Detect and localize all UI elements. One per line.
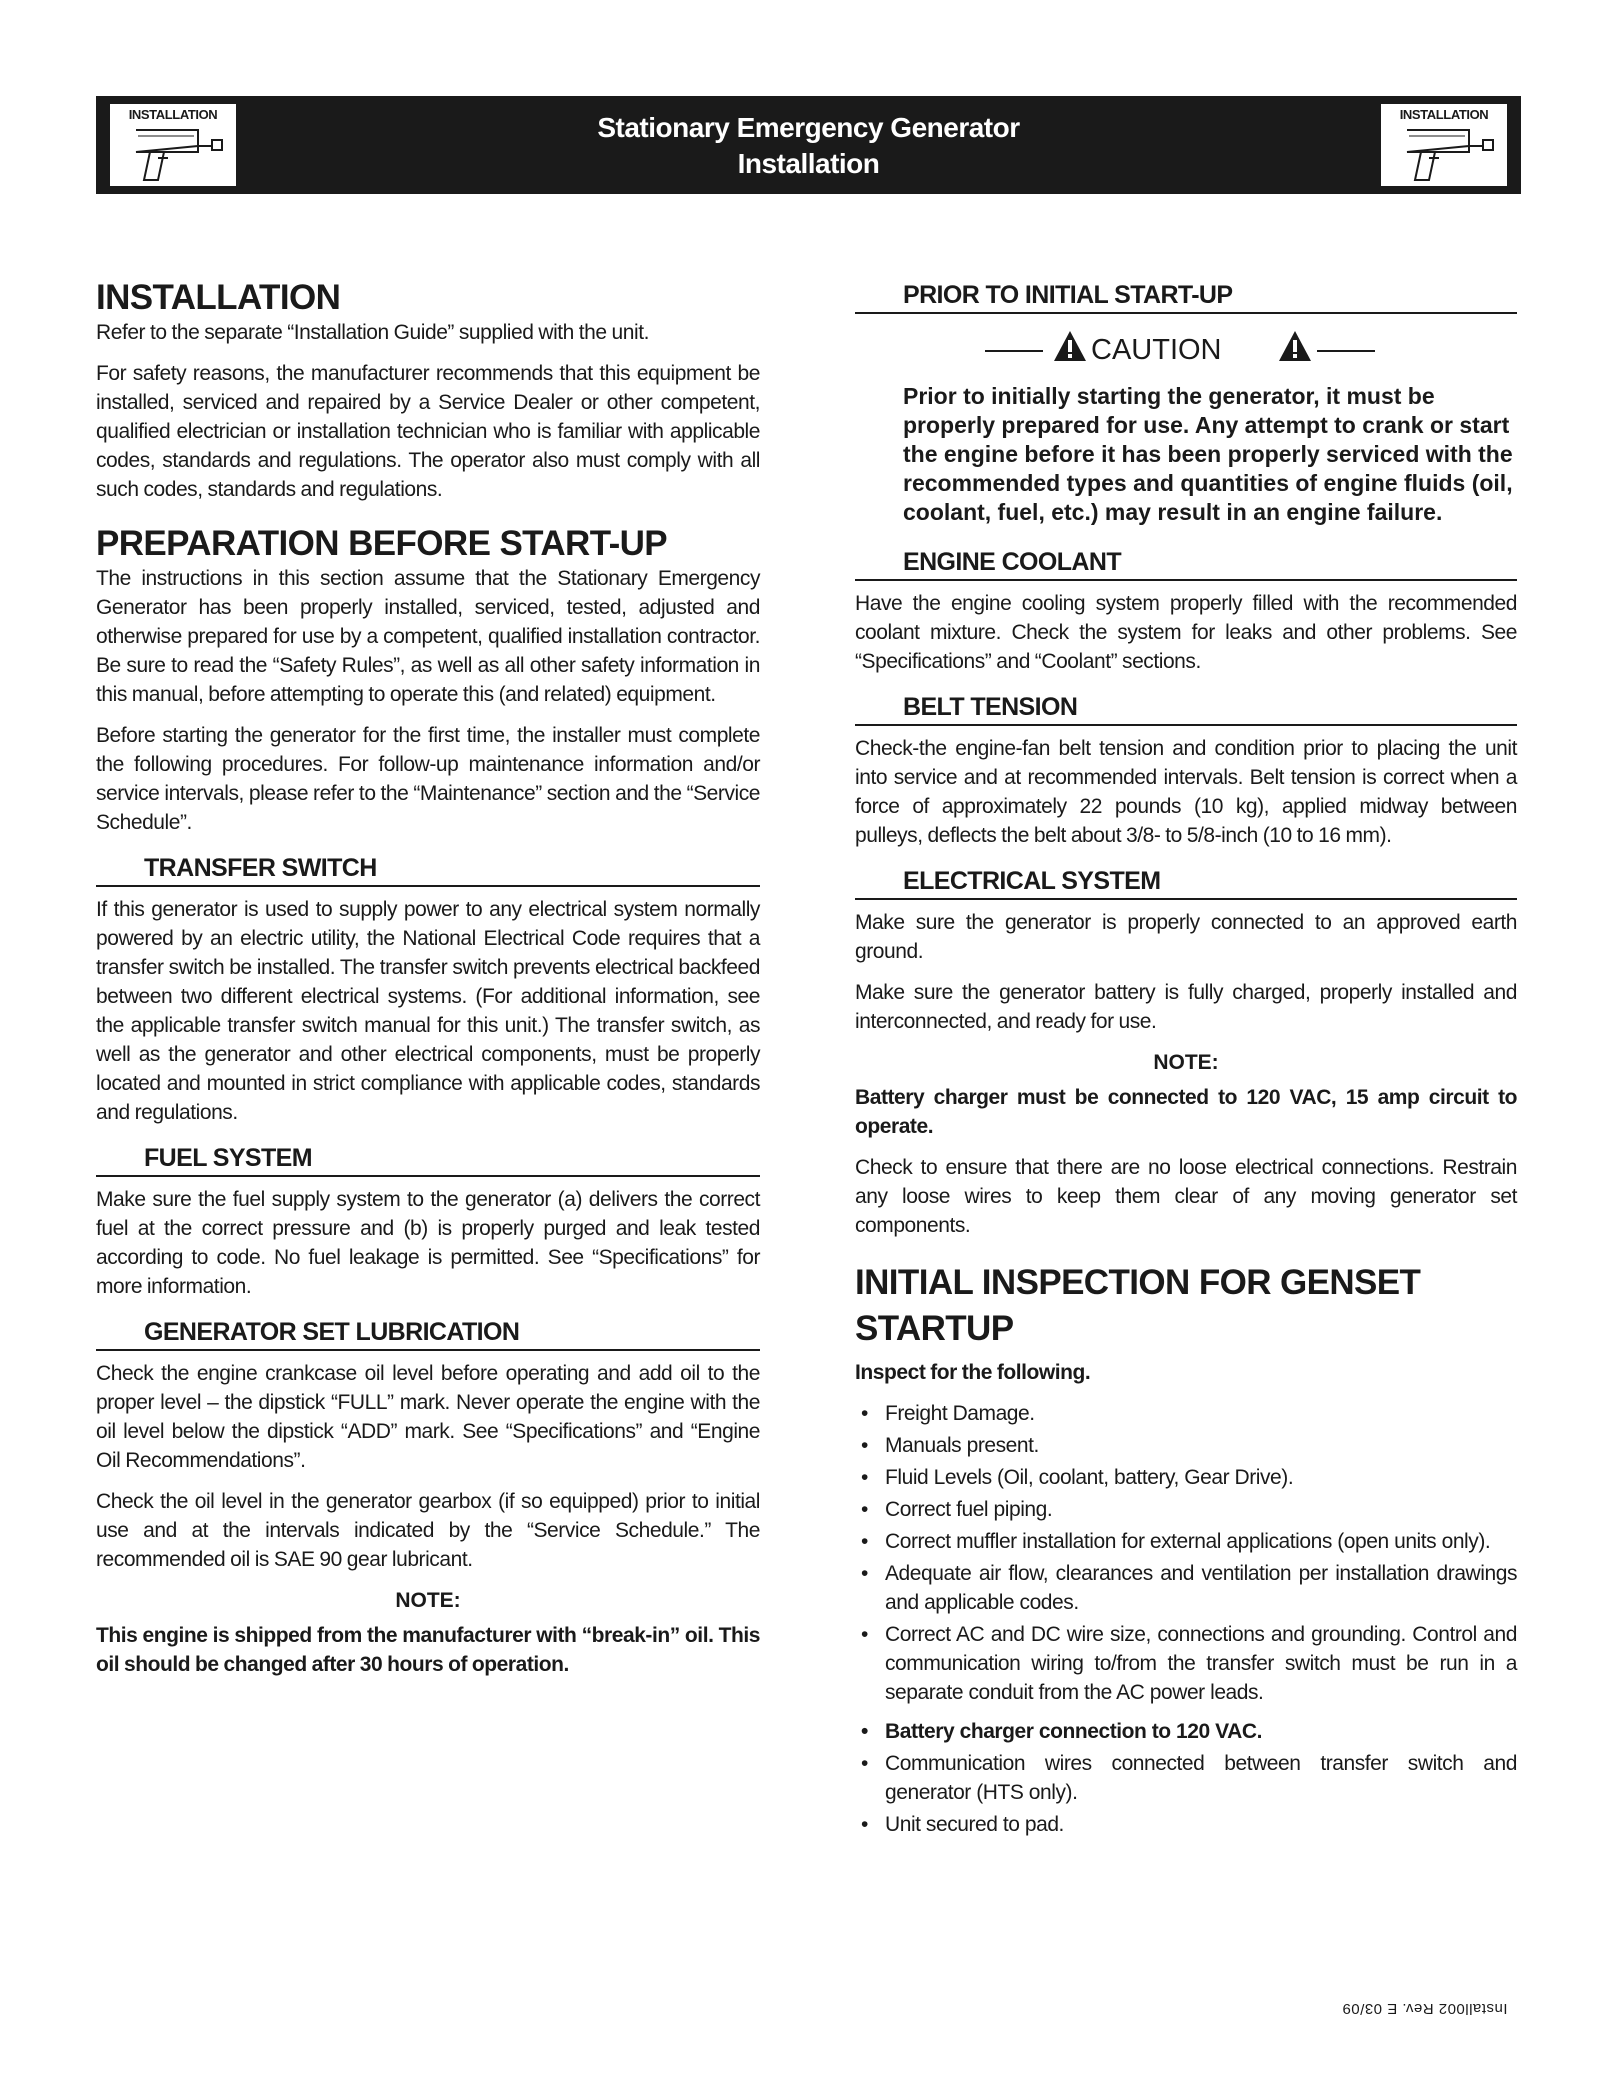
header-title <box>96 110 1521 182</box>
warning-triangle-icon <box>1053 330 1087 362</box>
list-item: • Fluid Levels (Oil, coolant, battery, Gear Drive). <box>861 1466 1294 1489</box>
electrical-paragraph-3: Check to ensure that there are no loose electrical connections. Restrain any loose wires to keep them clear of any moving generator set components. <box>855 1156 1517 1237</box>
installation-paragraph-2: For safety reasons, the manufacturer recommends that this equipment be installed, serviced and repaired by a Service Dealer or other competent, qualified electrician or installation technician who is familiar with applicable codes, standards and regulations. The operator also must comply with all such codes, standards and regulations. <box>96 362 760 501</box>
installation-heading: INSTALLATION <box>96 278 341 317</box>
logo-label: INSTALLATION <box>1399 107 1489 122</box>
belt-paragraph: Check-the engine-fan belt tension and condition prior to placing the unit into service and at recommended intervals. Belt tension is correct when a force of approximately 22 pounds (10 kg), applied midway between pulleys, deflects the belt about 3/8- to 5/8-inch (10 to 16 mm). <box>855 737 1517 847</box>
header-title-line2: Installation <box>737 148 880 179</box>
list-item: • Adequate air flow, clearances and ventilation per installation drawings and applicable codes. <box>861 1562 1517 1614</box>
list-item: • Correct muffler installation for external applications (open units only). <box>861 1530 1491 1553</box>
electrical-note-label: NOTE: <box>1153 1051 1219 1074</box>
right-column <box>855 278 1517 1842</box>
inspection-checklist <box>855 1399 1517 1839</box>
fuel-system-paragraph: Make sure the fuel supply system to the generator (a) delivers the correct fuel at the correct pressure and (b) is properly purged and leak tested according to code. No fuel leakage is permitted. See “Specifications” for more information. <box>96 1188 760 1298</box>
inspection-heading: INITIAL INSPECTION FOR GENSET STARTUP <box>855 1263 1421 1348</box>
lubrication-paragraph-1: Check the engine crankcase oil level before operating and add oil to the proper level – the dipstick “FULL” mark. Never operate the engine with the oil level below the dipstick “ADD” mark. See “Specifications” and “Engine Oil Recommendations”. <box>96 1362 760 1472</box>
document-code: Install002 Rev. E 03/09 <box>1342 2000 1508 2017</box>
list-item: • Communication wires connected between transfer switch and generator (HTS only). <box>861 1752 1517 1804</box>
belt-heading: BELT TENSION <box>903 693 1078 721</box>
installation-logo-right <box>1379 102 1509 188</box>
logo-label: INSTALLATION <box>128 107 218 122</box>
coolant-heading: ENGINE COOLANT <box>903 548 1121 576</box>
lubrication-paragraph-2: Check the oil level in the generator gearbox (if so equipped) prior to initial use and at the intervals indicated by the “Service Schedule.” The recommended oil is SAE 90 gear lubricant. <box>96 1490 760 1571</box>
belt-subheading <box>855 690 1517 726</box>
lubrication-note-label: NOTE: <box>395 1589 461 1612</box>
list-item: • Manuals present. <box>861 1434 1039 1457</box>
caution-banner <box>855 322 1517 374</box>
fuel-system-subheading <box>96 1141 760 1177</box>
prior-subheading <box>855 278 1517 314</box>
page-header <box>96 96 1521 194</box>
transfer-switch-heading: TRANSFER SWITCH <box>144 854 377 882</box>
inspection-intro: Inspect for the following. <box>855 1361 1091 1384</box>
list-item: • Battery charger connection to 120 VAC. <box>861 1720 1262 1743</box>
list-item: • Freight Damage. <box>861 1402 1035 1425</box>
left-column <box>96 278 760 1691</box>
caution-label: CAUTION <box>1091 334 1222 366</box>
fuel-system-heading: FUEL SYSTEM <box>144 1144 312 1172</box>
electrical-paragraph-1: Make sure the generator is properly connected to an approved earth ground. <box>855 911 1517 963</box>
caution-rule-right <box>1317 350 1375 352</box>
electrical-subheading <box>855 864 1517 900</box>
caution-text: Prior to initially starting the generator, it must be properly prepared for use. Any attempt to crank or start the engine before it has been properly serviced with the recommended types and quantities of engine fluids (oil, coolant, fuel, etc.) may result in an engine failure. <box>903 383 1513 525</box>
lubrication-note: This engine is shipped from the manufacturer with “break-in” oil. This oil should be changed after 30 hours of operation. <box>96 1624 760 1676</box>
installation-paragraph-1: Refer to the separate “Installation Guide” supplied with the unit. <box>96 321 649 344</box>
coolant-subheading <box>855 545 1517 581</box>
electrical-note: Battery charger must be connected to 120 VAC, 15 amp circuit to operate. <box>855 1086 1517 1138</box>
list-item: • Unit secured to pad. <box>861 1813 1064 1836</box>
electrical-heading: ELECTRICAL SYSTEM <box>903 867 1161 895</box>
transfer-switch-subheading <box>96 851 760 887</box>
list-item: • Correct AC and DC wire size, connections and grounding. Control and communication wiring to/from the transfer switch must be run in a separate conduit from the AC power leads. <box>861 1623 1517 1704</box>
preparation-paragraph-2: Before starting the generator for the first time, the installer must complete the following procedures. For follow-up maintenance information and/or service intervals, please refer to the “Maintenance” section and the “Service Schedule”. <box>96 724 760 834</box>
preparation-heading: PREPARATION BEFORE START-UP <box>96 524 668 563</box>
drill-icon <box>1399 124 1495 184</box>
caution-rule-left <box>985 350 1043 352</box>
preparation-paragraph-1: The instructions in this section assume that the Stationary Emergency Generator has been properly installed, serviced, tested, adjusted and otherwise prepared for use by a competent, qualified installation contractor. Be sure to read the “Safety Rules”, as well as all other safety information in this manual, before attempting to operate this (and related) equipment. <box>96 567 760 706</box>
prior-heading: PRIOR TO INITIAL START-UP <box>903 281 1233 309</box>
transfer-switch-paragraph: If this generator is used to supply power to any electrical system normally powered by an electric utility, the National Electrical Code requires that a transfer switch be installed. The transfer switch prevents electrical backfeed between two different electrical systems. (For additional information, see the applicable transfer switch manual for this unit.) The transfer switch, as well as the generator and other electrical components, must be properly located and mounted in strict compliance with applicable codes, standards and regulations. <box>96 898 760 1124</box>
lubrication-subheading <box>96 1315 760 1351</box>
coolant-paragraph: Have the engine cooling system properly filled with the recommended coolant mixture. Check the system for leaks and other problems. See “Specifications” and “Coolant” sections. <box>855 592 1517 673</box>
header-title-line1: Stationary Emergency Generator <box>597 112 1020 143</box>
warning-triangle-icon <box>1278 330 1312 362</box>
list-item: • Correct fuel piping. <box>861 1498 1053 1521</box>
lubrication-heading: GENERATOR SET LUBRICATION <box>144 1318 520 1346</box>
electrical-paragraph-2: Make sure the generator battery is fully charged, properly installed and interconnected, and ready for use. <box>855 981 1517 1033</box>
